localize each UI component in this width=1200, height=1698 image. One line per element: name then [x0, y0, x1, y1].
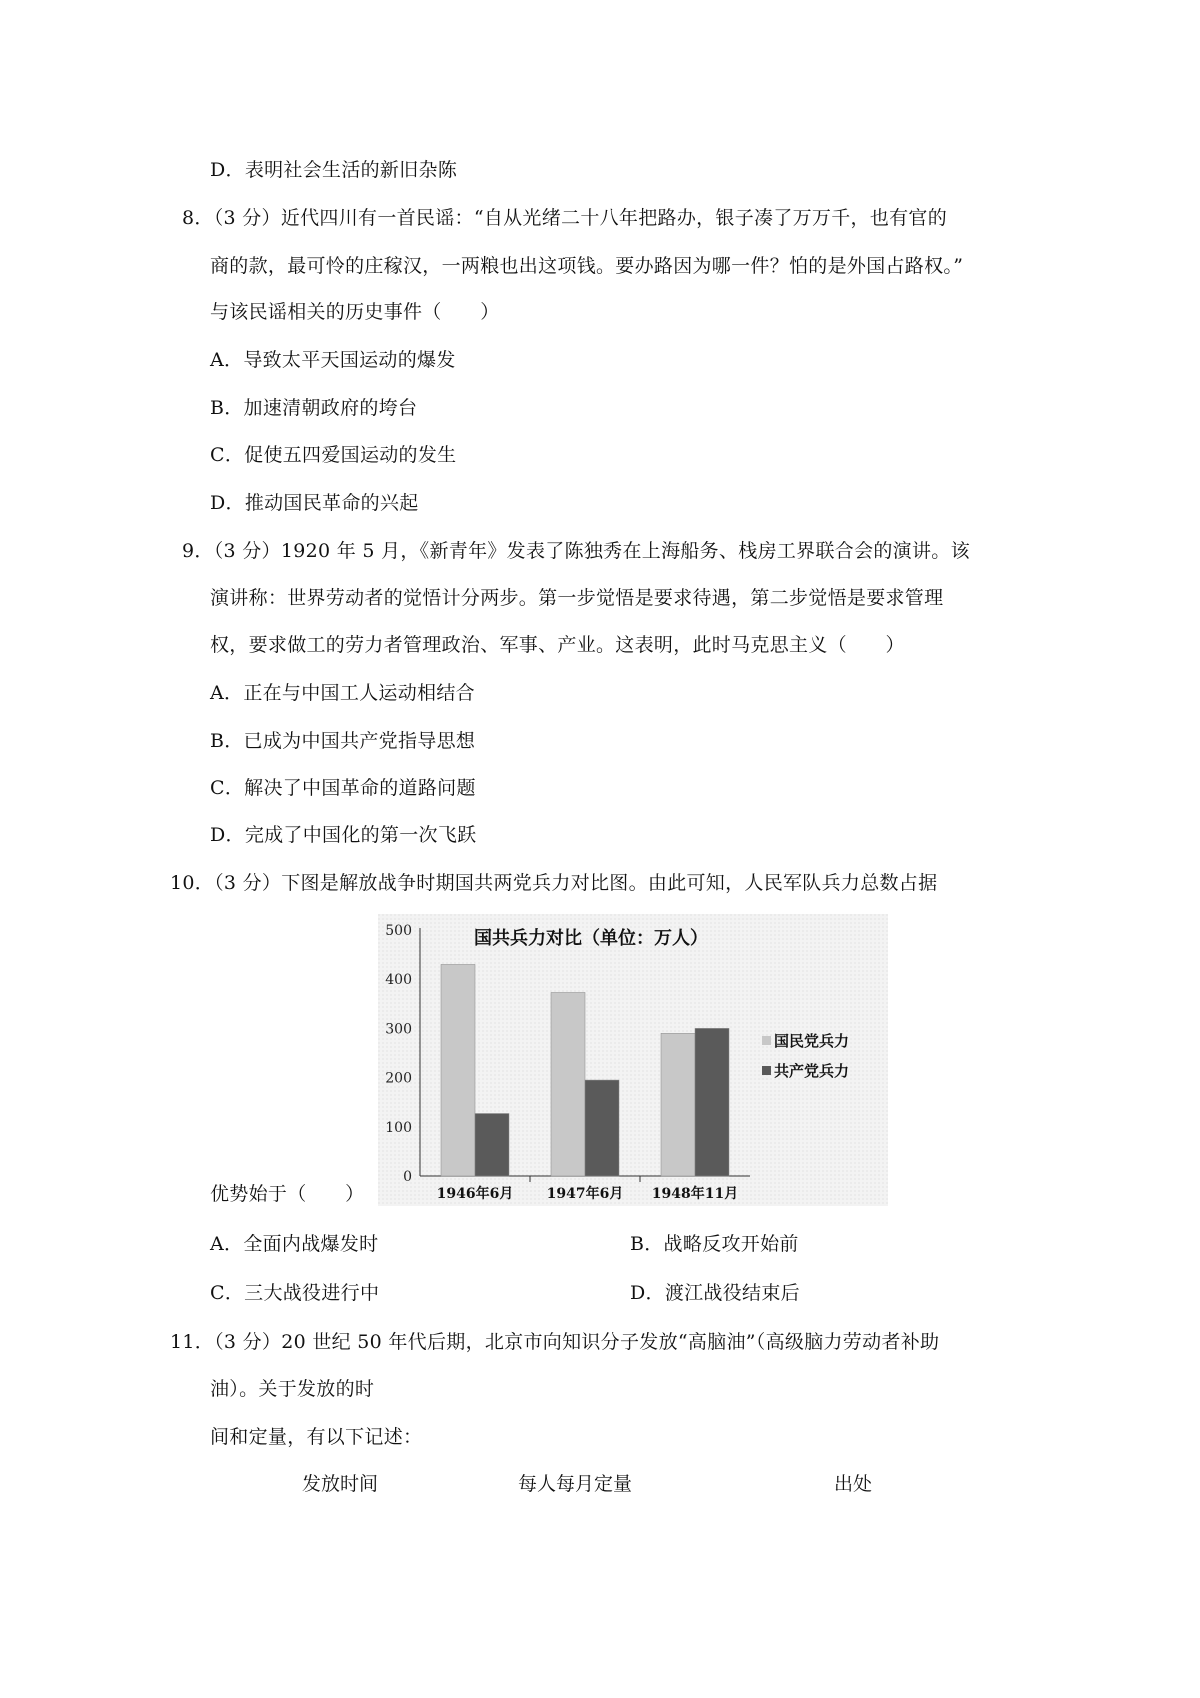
legend-label: 共产党兵力: [774, 1062, 850, 1080]
bar: [585, 1080, 619, 1176]
q10-option-a: A．全面内战爆发时: [210, 1233, 379, 1255]
q8-stem-line-2: 商的款，最可怜的庄稼汉，一两粮也出这项钱。要办路因为哪一件？怕的是外国占路权。”: [210, 255, 964, 277]
q11-stem-line-2: 油）。关于发放的时: [210, 1378, 375, 1400]
q9-stem-line-1: 9．（3 分）1920 年 5 月，《新青年》发表了陈独秀在上海船务、栈房工界联合会的演讲。该: [182, 540, 970, 562]
chart-title: 国共兵力对比（单位：万人）: [474, 928, 708, 949]
troop-comparison-chart: [378, 914, 888, 1206]
chart-svg: [378, 914, 888, 1206]
y-tick-label: 100: [385, 1119, 412, 1136]
x-category-label: 1947年6月: [546, 1186, 624, 1202]
q9-option-b: B．已成为中国共产党指导思想: [210, 730, 476, 752]
q9-stem-line-2: 演讲称：世界劳动者的觉悟计分两步。第一步觉悟是要求待遇，第二步觉悟是要求管理: [210, 587, 944, 609]
bar: [475, 1114, 509, 1176]
q9-option-d: D．完成了中国化的第一次飞跃: [210, 824, 477, 846]
q7-option-d: D．表明社会生活的新旧杂陈: [210, 159, 458, 181]
q8-option-c: C．促使五四爱国运动的发生: [210, 444, 457, 466]
q8-stem-line-1: 8．（3 分）近代四川有一首民谣：“自从光绪二十八年把路办，银子凑了万万千，也有官的: [182, 207, 948, 229]
q11-stem-line-1: 11．（3 分）20 世纪 50 年代后期，北京市向知识分子发放“高脑油”（高级脑力劳动者补助: [170, 1331, 940, 1353]
q10-stem-line-2: 优势始于（ ）: [210, 1183, 365, 1205]
q10-option-b: B．战略反攻开始前: [630, 1233, 799, 1255]
q10-option-d: D．渡江战役结束后: [630, 1282, 800, 1304]
table-header-issue-time: 发放时间: [302, 1473, 379, 1495]
table-header-source: 出处: [834, 1473, 873, 1495]
q10-option-c: C．三大战役进行中: [210, 1282, 380, 1304]
bar: [695, 1028, 729, 1176]
y-tick-label: 500: [385, 923, 412, 939]
q9-option-a: A．正在与中国工人运动相结合: [210, 682, 475, 704]
q9-stem-line-3: 权，要求做工的劳力者管理政治、军事、产业。这表明，此时马克思主义（ ）: [210, 634, 905, 656]
legend-swatch: [762, 1036, 771, 1045]
x-category-label: 1948年11月: [651, 1186, 739, 1202]
q8-option-d: D．推动国民革命的兴起: [210, 492, 419, 514]
q8-option-b: B．加速清朝政府的垮台: [210, 397, 418, 419]
q9-option-c: C．解决了中国革命的道路问题: [210, 777, 476, 799]
y-tick-label: 300: [385, 1021, 412, 1038]
x-category-label: 1946年6月: [436, 1186, 514, 1202]
q11-stem-line-3: 间和定量，有以下记述：: [210, 1426, 423, 1448]
legend-swatch: [762, 1066, 771, 1075]
y-tick-label: 0: [403, 1169, 412, 1185]
q8-stem-line-3: 与该民谣相关的历史事件（ ）: [210, 301, 500, 323]
legend-label: 国民党兵力: [774, 1032, 850, 1050]
q10-stem-line-1: 10．（3 分）下图是解放战争时期国共两党兵力对比图。由此可知，人民军队兵力总数占据: [170, 872, 938, 894]
table-header-monthly-quota: 每人每月定量: [518, 1473, 633, 1495]
y-tick-label: 400: [385, 972, 412, 989]
bar: [661, 1033, 695, 1176]
bar: [551, 992, 585, 1176]
q8-option-a: A．导致太平天国运动的爆发: [210, 349, 456, 371]
bar: [441, 964, 475, 1176]
y-tick-label: 200: [385, 1070, 412, 1087]
